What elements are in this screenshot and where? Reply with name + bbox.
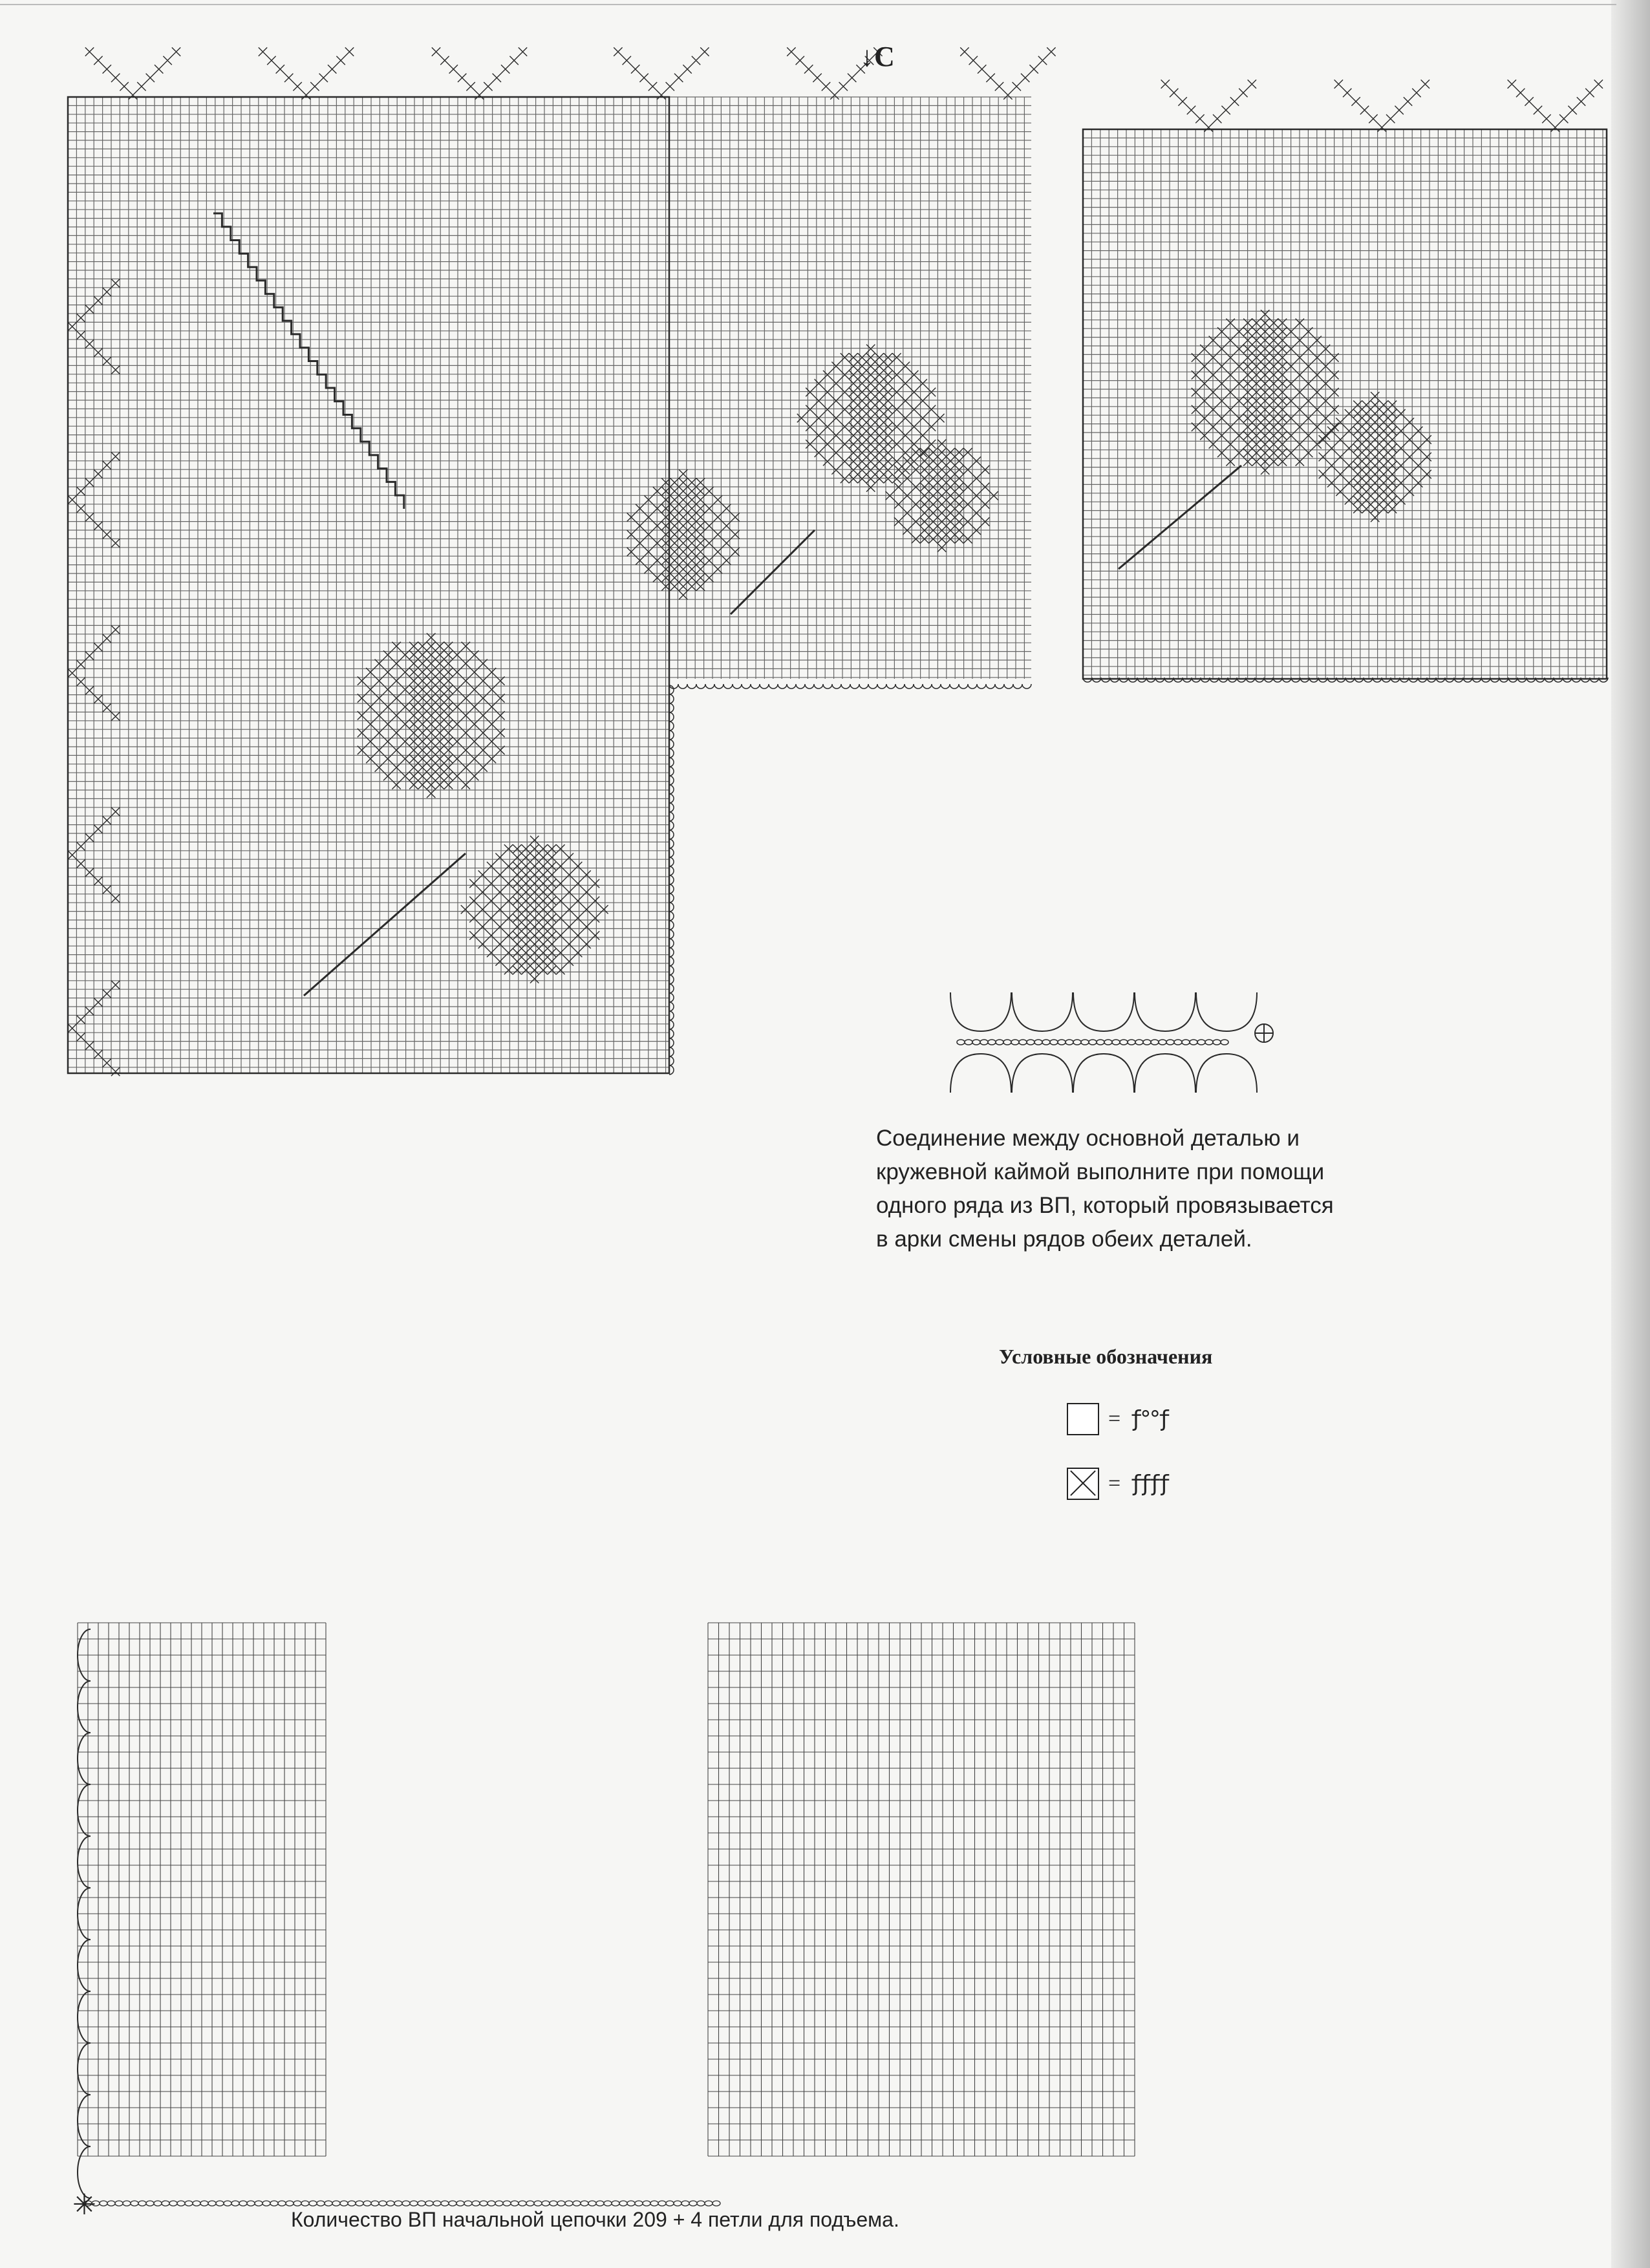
- caption-line: Соединение между основной деталью и: [876, 1126, 1300, 1151]
- stem-lines: [304, 530, 815, 996]
- repeat-scallop-crosses: [1161, 80, 1603, 131]
- legend-symbol: ƒƒƒƒ: [1130, 1471, 1168, 1497]
- legend-equals: =: [1108, 1471, 1121, 1495]
- chain-count-note: Количество ВП начальной цепочки 209 + 4 петли для подъема.: [291, 2208, 899, 2231]
- chart-marker-c: [860, 40, 895, 73]
- foundation-chain: [84, 2201, 720, 2206]
- join-diagram-arcs: [950, 992, 1257, 1093]
- marker-arrow-icon: ↓: [860, 41, 874, 72]
- stitch-chart-right: [708, 1623, 1135, 2156]
- joining-instructions: [876, 1122, 1393, 1256]
- caption-line: в арки смены рядов обеих деталей.: [876, 1226, 1252, 1252]
- start-star-icon: ✳: [72, 2188, 96, 2221]
- picot-edge-top-band: [669, 684, 1031, 689]
- diagonal-seam-line: [213, 213, 404, 509]
- legend-row-filled: [1067, 1468, 1167, 1500]
- marker-letter: C: [874, 41, 895, 72]
- repeat-chart-frame: [1083, 129, 1607, 679]
- repeat-leaf-motif: [1319, 392, 1431, 522]
- top-band-grid-left: [669, 97, 1031, 679]
- caption-line: одного ряда из ВП, который провязывается: [876, 1193, 1334, 1218]
- open-mesh-square-icon: [1067, 1403, 1099, 1435]
- leaf-motif-lower: [461, 836, 608, 983]
- legend-equals: =: [1108, 1407, 1121, 1431]
- legend-symbol: ƒ°°ƒ: [1130, 1406, 1168, 1432]
- join-chain-stitches: [957, 1040, 1228, 1045]
- filled-mesh-square-icon: [1067, 1468, 1099, 1500]
- caption-line: кружевной каймой выполните при помощи: [876, 1159, 1325, 1184]
- legend-title: Условные обозначения: [999, 1345, 1213, 1368]
- rose-motif-mid: [627, 469, 740, 599]
- corner-chart-grid: [68, 97, 669, 1073]
- top-scallop-crosses: [85, 47, 1056, 99]
- stitch-chart-left: [78, 1623, 326, 2156]
- legend-row-open: [1067, 1403, 1167, 1435]
- repeat-chart-grid: [1083, 129, 1607, 679]
